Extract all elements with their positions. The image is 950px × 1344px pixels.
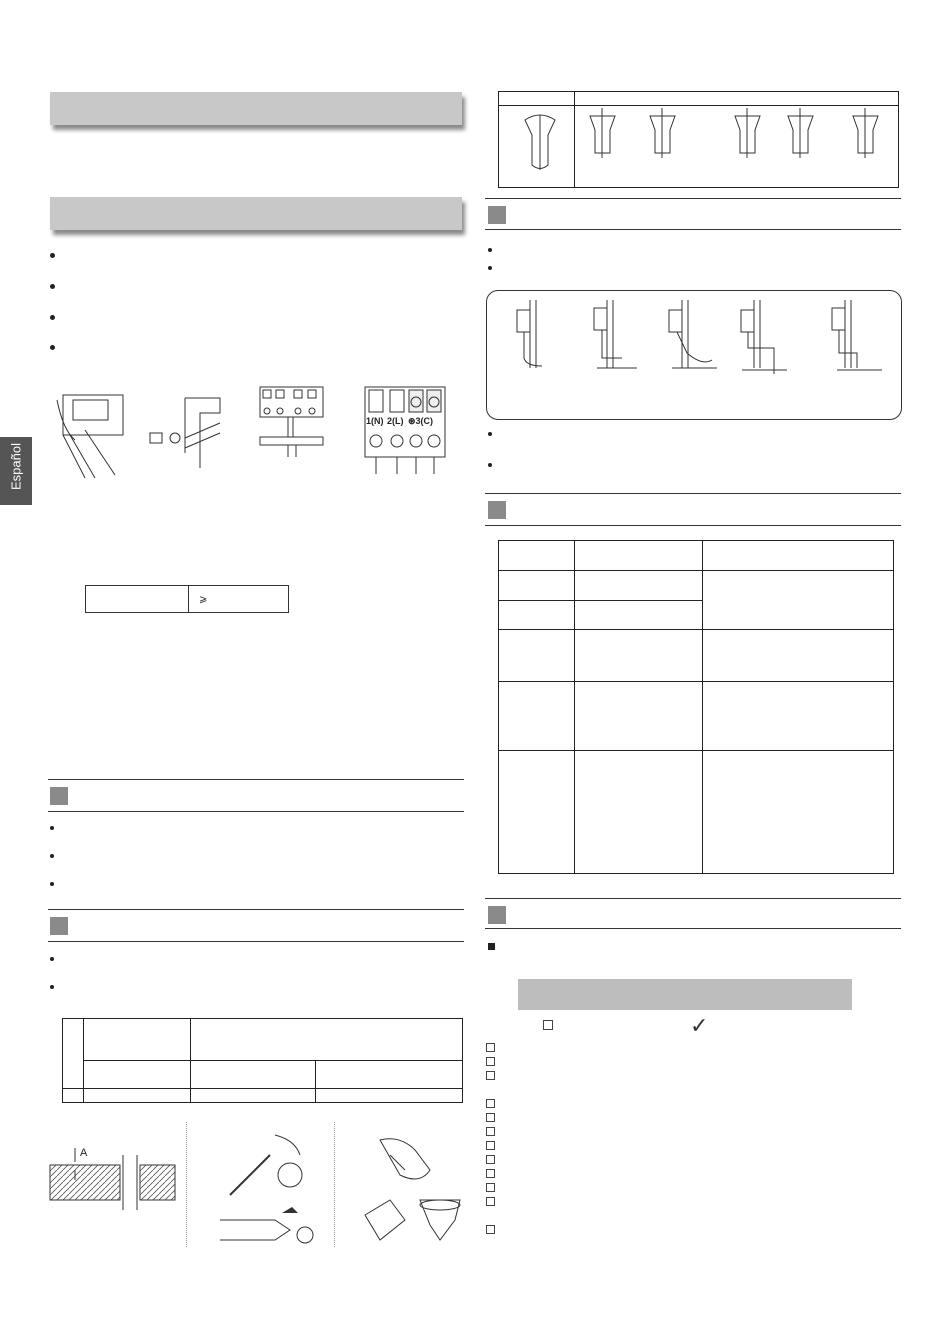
bullet	[50, 854, 54, 858]
bullet	[50, 315, 55, 320]
column-divider-dotted	[186, 1122, 187, 1247]
check-mark-icon: ✓	[690, 1013, 709, 1038]
section-rule	[485, 525, 901, 526]
terminal-label-2: 2(L)	[387, 416, 404, 426]
checklist-checkbox[interactable]	[486, 1057, 495, 1066]
bullet	[50, 985, 54, 989]
column-divider-dotted	[334, 1122, 335, 1247]
troubleshooting-table	[498, 540, 894, 874]
checklist-checkbox[interactable]	[486, 1071, 495, 1080]
checklist-checkbox[interactable]	[486, 1141, 495, 1150]
depth-label: A	[80, 1147, 88, 1159]
bullet	[50, 253, 55, 258]
section-marker	[50, 917, 68, 935]
checklist-checkbox[interactable]	[486, 1043, 495, 1052]
terminal-label-1: 1(N)	[366, 416, 384, 426]
cable-clamp-illustration	[145, 393, 225, 473]
section-rule	[485, 928, 901, 929]
bullet	[488, 463, 492, 467]
section-rule	[485, 198, 901, 199]
checklist-legend-box	[543, 1020, 553, 1030]
bullet	[50, 957, 54, 961]
section-header-bar-1	[50, 92, 462, 125]
section-rule	[48, 811, 464, 812]
checklist-header-bar	[518, 979, 852, 1010]
bullet	[50, 284, 55, 289]
bullet	[488, 266, 492, 270]
section-rule	[48, 779, 464, 780]
checklist-checkbox[interactable]	[486, 1197, 495, 1206]
bullet	[50, 826, 54, 830]
checklist-checkbox[interactable]	[486, 1127, 495, 1136]
flare-dimension-table	[62, 1018, 463, 1103]
checklist-checkbox[interactable]	[486, 1155, 495, 1164]
checklist-checkbox[interactable]	[486, 1169, 495, 1178]
drain-hose-illustrations	[512, 298, 882, 378]
spec-box	[85, 585, 289, 613]
bullet	[488, 248, 492, 252]
section-rule	[485, 898, 901, 899]
checklist-checkbox[interactable]	[486, 1113, 495, 1122]
indoor-unit-wiring-illustration	[55, 390, 130, 480]
section-header-bar-2	[50, 197, 462, 230]
terminal-label-3: ⊛3(C)	[408, 416, 434, 426]
section-marker	[488, 906, 506, 924]
checklist-checkbox[interactable]	[486, 1183, 495, 1192]
checklist-checkbox[interactable]	[486, 1099, 495, 1108]
flare-depth-illustration	[45, 1140, 180, 1210]
bullet	[488, 432, 492, 436]
terminal-block-illustration-1	[258, 385, 328, 460]
section-marker	[50, 787, 68, 805]
section-rule	[48, 941, 464, 942]
checklist-checkbox[interactable]	[486, 1225, 495, 1234]
section-rule	[485, 229, 901, 230]
language-tab[interactable]	[0, 437, 32, 505]
pipe-cutter-illustration	[220, 1125, 315, 1245]
bullet	[50, 882, 54, 886]
bullet	[50, 345, 55, 350]
flaring-tool-illustration	[360, 1125, 470, 1250]
terminal-block-diagram	[364, 386, 444, 458]
spec-box-symbol: ⩾	[189, 586, 289, 613]
section-rule	[48, 909, 464, 910]
section-marker	[488, 501, 506, 519]
section-rule	[485, 493, 901, 494]
language-tab-label: Español	[8, 443, 24, 490]
flare-defect-illustrations	[585, 108, 890, 163]
section-marker	[488, 206, 506, 224]
flare-good-illustration	[520, 110, 560, 175]
square-bullet	[488, 943, 495, 950]
